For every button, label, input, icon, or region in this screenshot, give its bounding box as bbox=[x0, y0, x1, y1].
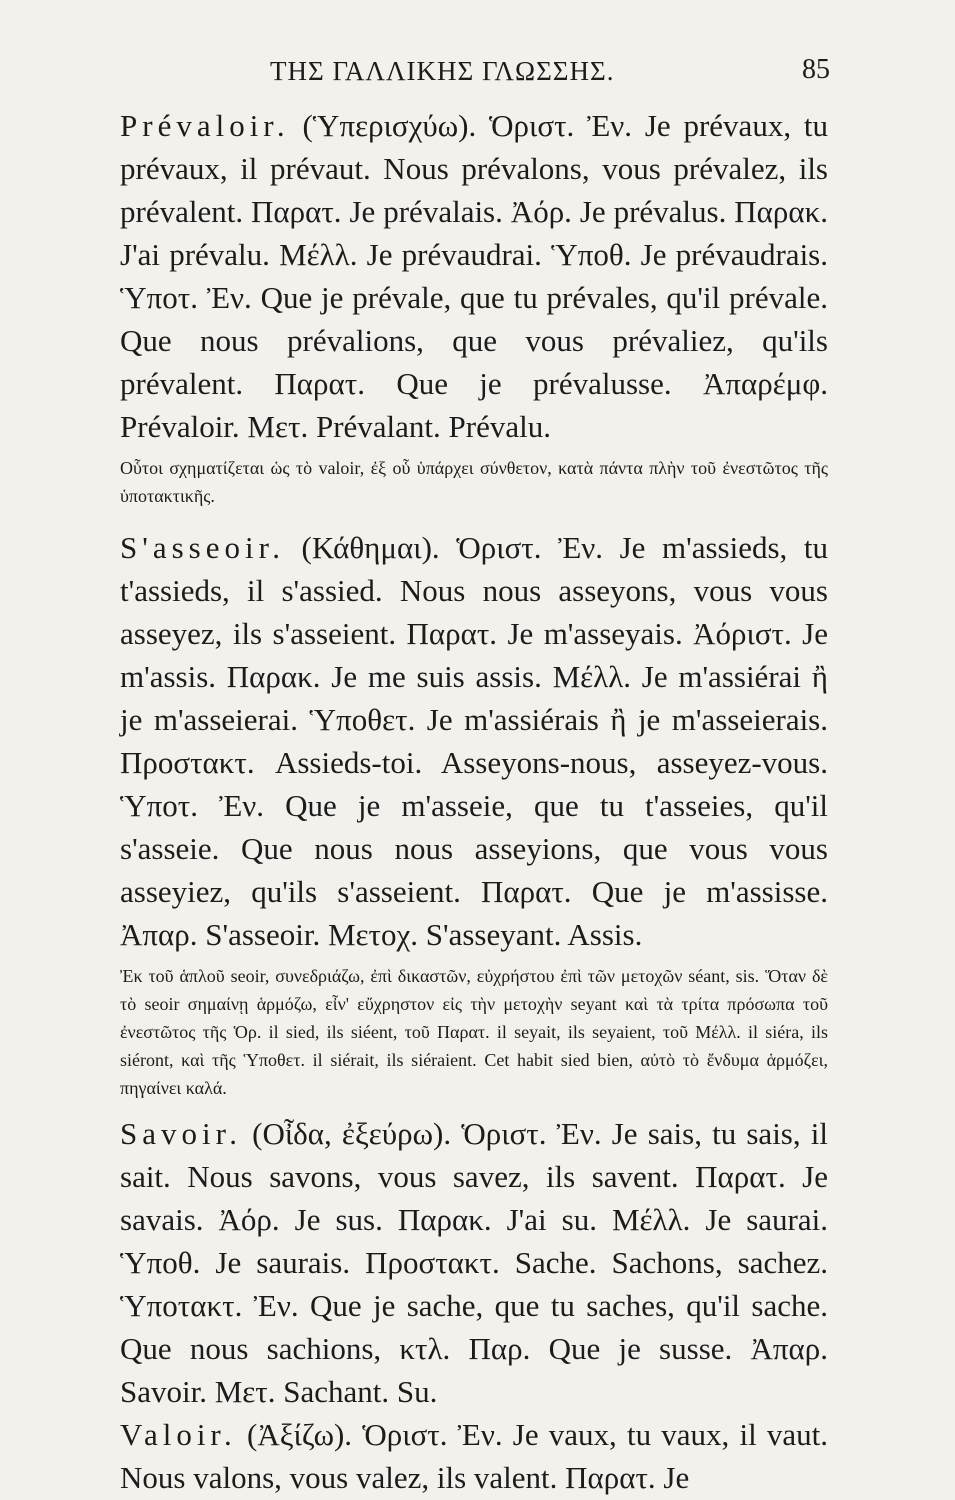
note-prevaloir: Οὗτοι σχηματίζεται ὡς τὸ valoir, ἐξ οὗ ὑπάρχει σύνθετον, κατὰ πάντα πλὴν τοῦ ἐνεστῶτος τῆς ὑποτακτικῆς. bbox=[120, 458, 828, 506]
entry-sasseoir bbox=[120, 526, 828, 956]
headword: Valoir. bbox=[120, 1417, 237, 1452]
entry-text: (Ἀξίζω). Ὁριστ. Ἐν. Je vaux, tu vaux, il vaut. Nous valons, vous valez, ils valent. Παρατ. Je bbox=[120, 1417, 828, 1495]
note-sasseoir: Ἐκ τοῦ ἁπλοῦ seoir, συνεδριάζω, ἐπὶ δικαστῶν, εὐχρήστου ἐπὶ τῶν μετοχῶν séant, sis. Ὅταν δὲ τὸ seoir σημαίνῃ ἁρμόζω, εἶν' εὔχρηστον εἰς τὴν μετοχὴν seyant καὶ τὰ τρίτα πρόσωπα τοῦ ἐνεστῶτος τῆς Ὁρ. il sied, ils siéent, τοῦ Παρατ. il seyait, ils seyaient, τοῦ Μέλλ. il siéra, ils siéront, καὶ τῆς Ὑποθετ. il siérait, ils siéraient. Cet habit sied bien, αὐτὸ τὸ ἔνδυμα ἁρμόζει, πηγαίνει καλά. bbox=[120, 966, 828, 1098]
headword: S'asseoir. bbox=[120, 530, 285, 565]
entry-valoir bbox=[120, 1413, 828, 1499]
page-body bbox=[120, 104, 828, 1499]
running-title: ΤΗΣ ΓΑΛΛΙΚΗΣ ΓΛΩΣΣΗΣ. bbox=[270, 56, 615, 86]
entry-savoir bbox=[120, 1112, 828, 1413]
entry-text: (Οἶδα, ἐξεύρω). Ὁριστ. Ἐν. Je sais, tu sais, il sait. Nous savons, vous savez, ils savent. Παρατ. Je savais. Ἀόρ. Je sus. Παρακ. J'ai su. Μέλλ. Je saurai. Ὑποθ. Je saurais. Προστακτ. Sache. Sachons, sachez. Ὑποτακτ. Ἐν. Que je sache, que tu saches, qu'il sache. Que nous sachions, κτλ. Παρ. Que je susse. Ἀπαρ. Savoir. Μετ. Sachant. Su. bbox=[120, 1116, 828, 1409]
page-number: 85 bbox=[802, 54, 830, 85]
headword: Savoir. bbox=[120, 1116, 242, 1151]
headword: Prévaloir. bbox=[120, 108, 290, 143]
entry-prevaloir bbox=[120, 104, 828, 448]
entry-text: (Κάθημαι). Ὁριστ. Ἐν. Je m'assieds, tu t'assieds, il s'assied. Nous nous asseyons, vous vous asseyez, ils s'asseient. Παρατ. Je m'asseyais. Ἀόριστ. Je m'assis. Παρακ. Je me suis assis. Μέλλ. Je m'assiérai ἢ je m'asseierai. Ὑποθετ. Je m'assiérais ἢ je m'asseierais. Προστακτ. Assieds-toi. Asseyons-nous, asseyez-vous. Ὑποτ. Ἐν. Que je m'asseie, que tu t'asseies, qu'il s'asseie. Que nous nous asseyions, que vous vous asseyiez, qu'ils s'asseient. Παρατ. Que je m'assisse. Ἀπαρ. S'asseoir. Μετοχ. S'asseyant. Assis. bbox=[120, 530, 828, 952]
page-header bbox=[120, 52, 830, 92]
entry-text: (Ὑπερισχύω). Ὁριστ. Ἐν. Je prévaux, tu prévaux, il prévaut. Nous prévalons, vous prévalez, ils prévalent. Παρατ. Je prévalais. Ἀόρ. Je prévalus. Παρακ. J'ai prévalu. Μέλλ. Je prévaudrai. Ὑποθ. Je prévaudrais. Ὑποτ. Ἐν. Que je prévale, que tu prévales, qu'il prévale. Que nous prévalions, que vous prévaliez, qu'ils prévalent. Παρατ. Que je prévalusse. Ἀπαρέμφ. Prévaloir. Μετ. Prévalant. Prévalu. bbox=[120, 108, 828, 444]
